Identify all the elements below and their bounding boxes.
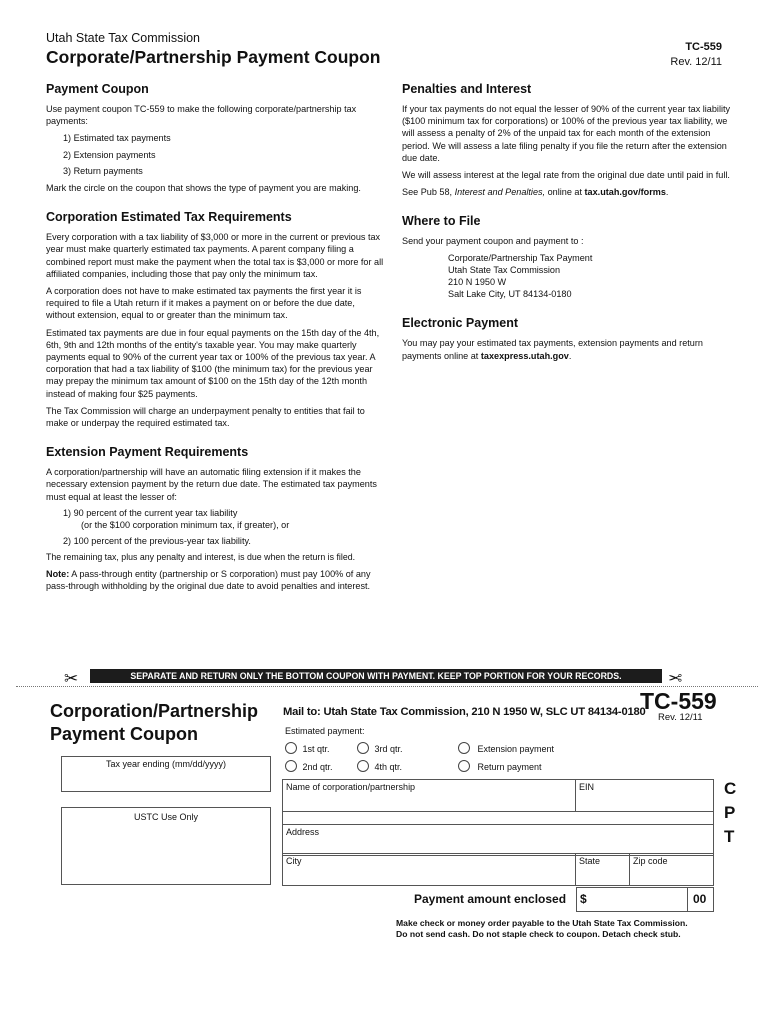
scissors-icon: ✂ xyxy=(668,669,683,688)
page-title: Corporate/Partnership Payment Coupon xyxy=(46,47,381,67)
agency-name: Utah State Tax Commission xyxy=(46,31,200,45)
estimated-payment-label: Estimated payment: xyxy=(285,726,365,736)
cents-divider xyxy=(687,887,688,912)
option-label: 3rd qtr. xyxy=(374,744,403,754)
coupon-title-line-1: Corporation/Partnership xyxy=(50,701,259,721)
payment-coupon-heading: Payment Coupon xyxy=(46,82,149,96)
scissors-icon: ✂ xyxy=(64,669,79,688)
estimated-requirements-heading: Corporation Estimated Tax Requirements xyxy=(46,210,292,225)
name-field[interactable] xyxy=(282,779,576,812)
coupon-title-line-2: Payment Coupon xyxy=(50,724,199,744)
address-field[interactable] xyxy=(282,824,714,856)
where-to-file-intro: Send your payment coupon and payment to : xyxy=(402,236,584,247)
note-label: Note: xyxy=(46,568,70,579)
see-pub-text: See Pub 58, xyxy=(402,187,455,198)
extension-item-1-line-1: 1) 90 percent of the current year tax liability xyxy=(63,507,238,518)
coupon-title xyxy=(50,700,258,746)
penalties-heading: Penalties and Interest xyxy=(402,82,532,96)
form-number: TC-559 xyxy=(685,41,722,53)
tax-year-field[interactable] xyxy=(61,756,271,792)
extension-item-2: 2) 100 percent of the previous-year tax liability. xyxy=(63,536,251,547)
option-label: 4th qtr. xyxy=(374,762,403,772)
taxexpress-link[interactable]: taxexpress.utah.gov xyxy=(480,350,569,361)
cut-line xyxy=(16,686,758,687)
form-revision: Rev. 12/11 xyxy=(670,56,722,68)
left-column xyxy=(46,82,386,592)
electronic-payment-text xyxy=(402,337,740,361)
ein-field[interactable] xyxy=(575,779,714,812)
option-extension[interactable] xyxy=(458,742,554,756)
cents-value: 00 xyxy=(693,892,707,906)
penalties-para-1: If your tax payments do not equal the lesser of 90% of the current year tax liability ($100 minimum tax for corporations) or 100% of the previous year tax liability, we will assess a penalty of 2% of the unpaid tax for each month of the extension period. We will assess a late filing penalty if you file the return after the extension due date. xyxy=(402,104,731,163)
see-pub-end: . xyxy=(665,187,669,198)
zip-label: Zip code xyxy=(633,856,668,866)
name-label: Name of corporation/partnership xyxy=(286,782,416,792)
separate-banner: SEPARATE AND RETURN ONLY THE BOTTOM COUPON WITH PAYMENT. KEEP TOP PORTION FOR YOUR RECORDS. xyxy=(90,669,662,683)
ein-label: EIN xyxy=(579,782,595,792)
mailing-address xyxy=(448,252,740,301)
instruction-line-1: Make check or money order payable to the Utah State Tax Commission. xyxy=(396,918,688,928)
address-line: Salt Lake City, UT 84134-0180 xyxy=(448,289,572,300)
option-label: Return payment xyxy=(477,762,542,772)
side-letter-c: C xyxy=(724,779,737,798)
radio-circle[interactable] xyxy=(285,742,297,754)
mail-to-line: Mail to: Utah State Tax Commission, 210 N 1950 W, SLC UT 84134-0180 xyxy=(283,706,646,718)
radio-circle[interactable] xyxy=(458,742,470,754)
side-letter-t: T xyxy=(724,827,735,846)
forms-link[interactable]: tax.utah.gov/forms xyxy=(584,187,666,198)
list-item: 3) Return payments xyxy=(63,165,143,176)
estimated-para-3: Estimated tax payments are due in four equal payments on the 15th day of the 4th, 6th, 9th and 12th months of the entity's taxable year. You may make quarterly payments equal to 90% of the current year tax or 100% of the previous tax year. A corporation that had a tax liability of $100 (the minimum tax) for the previous year may prepay the minimum tax amount of $100 on the 15th day of the 12th month instead of making four $25 payments. xyxy=(46,327,380,399)
payment-type-list xyxy=(63,132,386,177)
penalties-see-pub xyxy=(402,186,740,198)
tax-year-label: Tax year ending (mm/dd/yyyy) xyxy=(105,759,227,769)
radio-circle[interactable] xyxy=(285,760,297,772)
state-label: State xyxy=(579,856,601,866)
address-label: Address xyxy=(286,827,320,837)
option-label: 2nd qtr. xyxy=(302,762,333,772)
coupon-form-number: TC-559 xyxy=(640,688,717,714)
option-3rd-qtr[interactable] xyxy=(357,742,403,756)
city-field[interactable] xyxy=(282,853,576,886)
address-line: Corporate/Partnership Tax Payment xyxy=(448,252,593,263)
extension-item-1 xyxy=(63,507,386,531)
extension-item-1-line-2: (or the $100 corporation minimum tax, if greater), or xyxy=(81,520,290,531)
option-2nd-qtr[interactable] xyxy=(285,760,333,774)
address-line: 210 N 1950 W xyxy=(448,277,507,288)
extension-intro: A corporation/partnership will have an automatic filing extension if it makes the necessary extension payment by the return due date. The estimated tax payments must equal at least the lesser of: xyxy=(46,467,377,502)
see-pub-mid: online at xyxy=(545,187,585,198)
state-field[interactable] xyxy=(575,853,630,886)
electronic-payment-heading: Electronic Payment xyxy=(402,316,519,331)
option-1st-qtr[interactable] xyxy=(285,742,330,756)
ustc-label: USTC Use Only xyxy=(133,812,198,822)
penalties-para-2: We will assess interest at the legal rate from the original due date until paid in full. xyxy=(402,170,730,181)
payment-amount-field[interactable] xyxy=(576,887,714,912)
extension-remaining: The remaining tax, plus any penalty and interest, is due when the return is filed. xyxy=(46,552,356,563)
right-column xyxy=(402,82,740,362)
radio-circle[interactable] xyxy=(357,760,369,772)
dollar-sign: $ xyxy=(580,892,587,906)
pub-title: Interest and Penalties, xyxy=(454,187,546,198)
estimated-para-2: A corporation does not have to make estimated tax payments the first year it is required to file a Utah return if it makes a payment on or before the due date, without extension, equal to or greater than the minimum tax. xyxy=(46,286,362,321)
extension-requirements-heading: Extension Payment Requirements xyxy=(46,445,249,460)
radio-circle[interactable] xyxy=(458,760,470,772)
option-return[interactable] xyxy=(458,760,542,774)
electronic-text: You may pay your estimated tax payments, extension payments and return payments online at xyxy=(402,338,703,361)
option-label: Extension payment xyxy=(477,744,555,754)
payment-coupon-intro: Use payment coupon TC-559 to make the following corporate/partnership tax payments: xyxy=(46,104,357,127)
city-label: City xyxy=(286,856,302,866)
option-4th-qtr[interactable] xyxy=(357,760,402,774)
instruction-line-2: Do not send cash. Do not staple check to coupon. Detach check stub. xyxy=(396,929,681,939)
where-to-file-heading: Where to File xyxy=(402,214,481,229)
estimated-para-1: Every corporation with a tax liability of $3,000 or more in the current or previous tax year must make quarterly estimated tax payments. A parent company filing a combined report must make the payment when the total tax is $3,000 or more for all affiliated companies, including those that pay only the minimum tax. xyxy=(46,232,384,279)
list-item: 1) Estimated tax payments xyxy=(63,133,171,144)
zip-field[interactable] xyxy=(629,853,714,886)
side-letter-p: P xyxy=(724,803,736,822)
payment-amount-label: Payment amount enclosed xyxy=(414,892,567,906)
payment-instructions xyxy=(396,918,688,940)
option-label: 1st qtr. xyxy=(302,744,330,754)
electronic-end: . xyxy=(568,350,572,361)
estimated-para-4: The Tax Commission will charge an underpayment penalty to entities that fail to make or underpay the required estimated tax. xyxy=(46,405,365,429)
radio-circle[interactable] xyxy=(357,742,369,754)
ustc-use-only-box xyxy=(61,807,271,885)
payment-coupon-instruction: Mark the circle on the coupon that shows the type of payment you are making. xyxy=(46,183,361,194)
extension-note xyxy=(46,568,386,592)
address-line: Utah State Tax Commission xyxy=(448,264,561,275)
note-text: A pass-through entity (partnership or S corporation) must pay 100% of any pass-through withholding by the original due date to avoid penalties and interest. xyxy=(46,568,371,591)
coupon-revision: Rev. 12/11 xyxy=(658,712,703,723)
list-item: 2) Extension payments xyxy=(63,149,156,160)
